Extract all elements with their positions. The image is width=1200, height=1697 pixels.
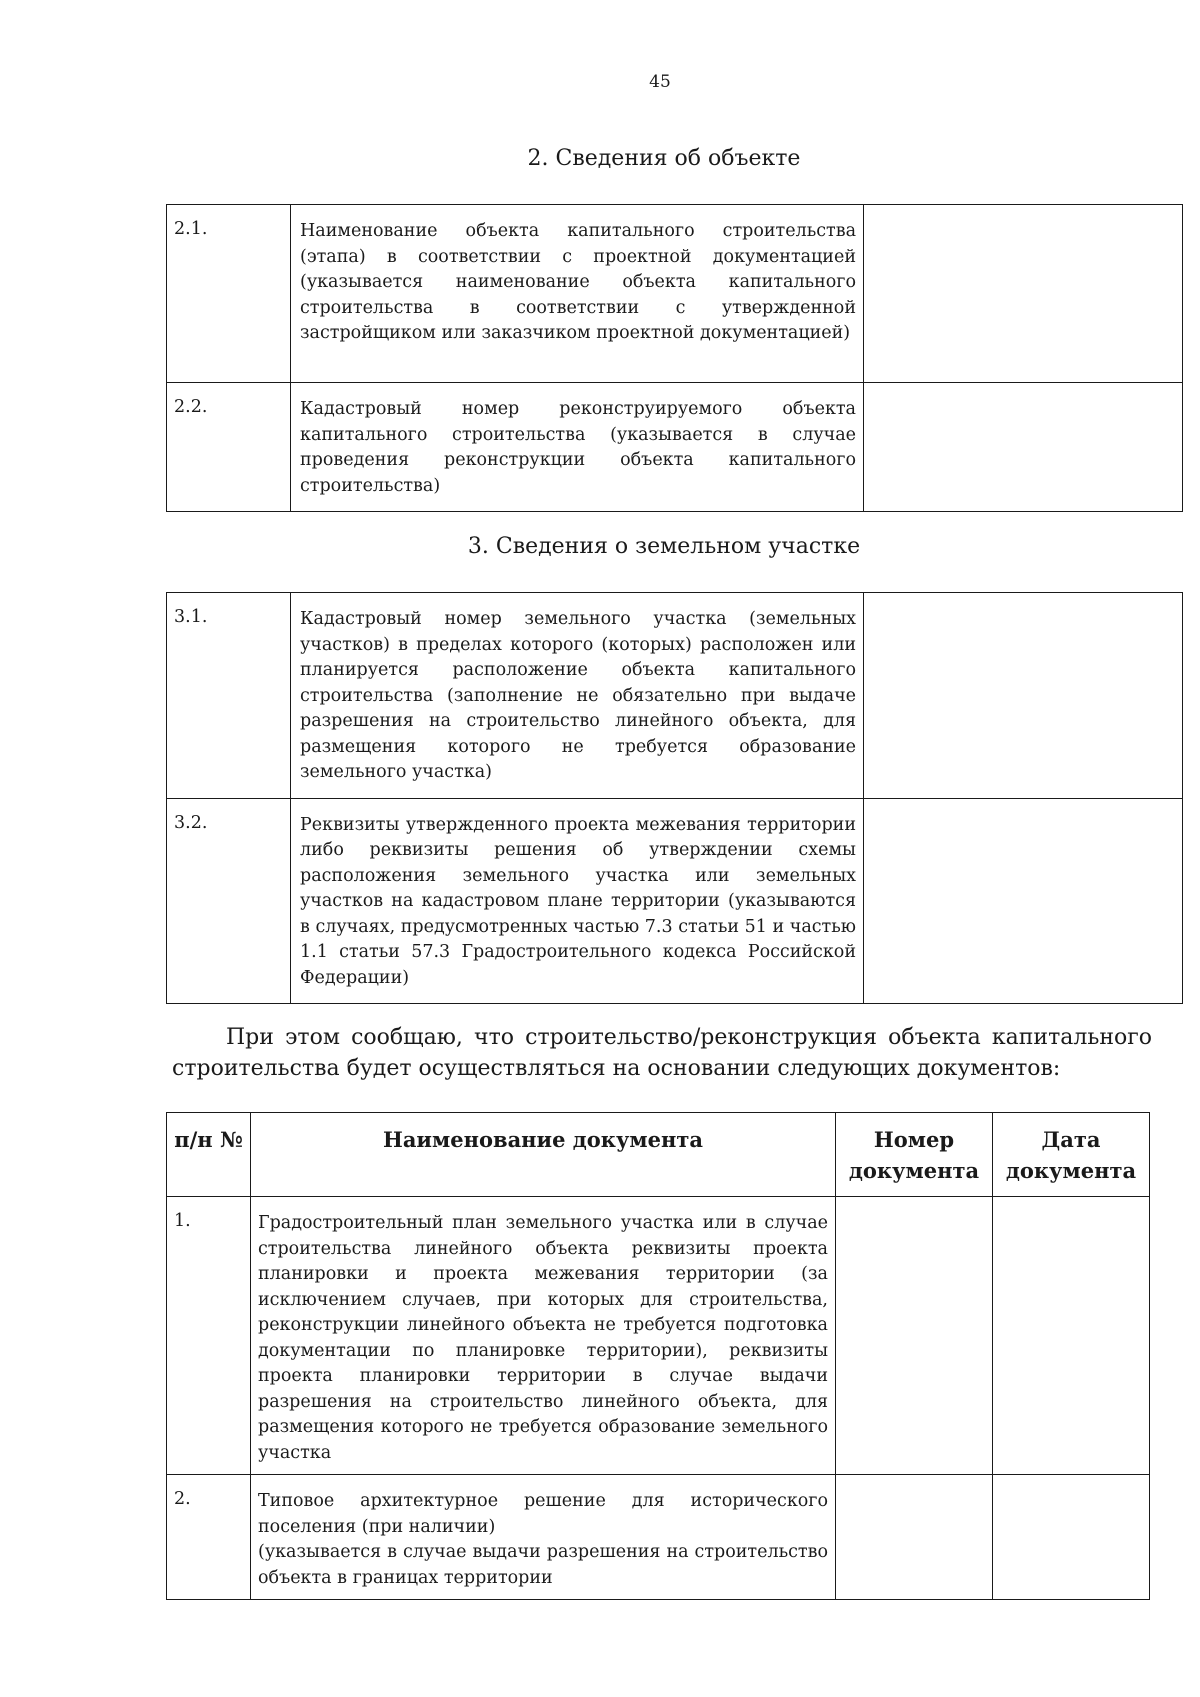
row-number: 2. xyxy=(167,1475,251,1600)
column-header-number: Номер документа xyxy=(836,1113,993,1197)
table-row xyxy=(167,1197,1150,1475)
row-description: Кадастровый номер реконструируемого объекта капитального строительства (указывается в случае проведения реконструкции объекта капитального строительства) xyxy=(291,383,864,512)
row-value-field[interactable] xyxy=(864,798,1183,1004)
land-plot-table xyxy=(166,592,1183,1004)
table-row xyxy=(167,205,1183,383)
row-description: Наименование объекта капитального строительства (этапа) в соответствии с проектной документацией (указывается наименование объекта капитального строительства в соответствии с утвержденной застройщиком или заказчиком проектной документацией) xyxy=(291,205,864,383)
section-2-title: 2. Сведения об объекте xyxy=(527,146,801,171)
row-value-field[interactable] xyxy=(864,205,1183,383)
row-description: Кадастровый номер земельного участка (земельных участков) в пределах которого (которых) расположен или планируется расположение объекта капитального строительства (заполнение не обязательно при выдаче разрешения на строительство линейного объекта, для размещения которого не требуется образование земельного участка) xyxy=(291,593,864,799)
row-description xyxy=(251,1197,836,1475)
description-text: Типовое архитектурное решение для исторического поселения (при наличии) xyxy=(258,1491,828,1537)
row-value-field[interactable] xyxy=(864,383,1183,512)
object-info-table xyxy=(166,204,1183,512)
document-date-field[interactable] xyxy=(993,1475,1150,1600)
row-number: 3.1. xyxy=(167,593,291,799)
description-note: (указывается в случае выдачи разрешения на строительство объекта в границах территории xyxy=(258,1542,828,1588)
row-number: 2.2. xyxy=(167,383,291,512)
description-text: Градостроительный план земельного участка или в случае строительства линейного объекта реквизиты проекта планировки и проекта межевания территории (за исключением случаев, при которых для строительства, реконструкции линейного объекта не требуется подготовка документации по планировке территории), реквизиты проекта планировки территории в случае выдачи разрешения на строительство линейного объекта, для размещения которого не требуется образование земельного участка xyxy=(258,1213,828,1463)
column-header-date: Дата документа xyxy=(993,1113,1150,1197)
table-row xyxy=(167,798,1183,1004)
table-row xyxy=(167,1475,1150,1600)
row-description xyxy=(251,1475,836,1600)
header-row xyxy=(167,1113,1150,1197)
row-value-field[interactable] xyxy=(864,593,1183,799)
table-row xyxy=(167,383,1183,512)
intro-paragraph: При этом сообщаю, что строительство/реконструкция объекта капитального строительства будет осуществляться на основании следующих документов: xyxy=(172,1025,1152,1081)
row-number: 3.2. xyxy=(167,798,291,1004)
document-number-field[interactable] xyxy=(836,1475,993,1600)
section-3-title: 3. Сведения о земельном участке xyxy=(467,534,861,559)
documents-table xyxy=(166,1112,1150,1600)
row-number: 1. xyxy=(167,1197,251,1475)
column-header-name: Наименование документа xyxy=(251,1113,836,1197)
document-number-field[interactable] xyxy=(836,1197,993,1475)
column-header-num: п/н № xyxy=(167,1113,251,1197)
row-number: 2.1. xyxy=(167,205,291,383)
table-row xyxy=(167,593,1183,799)
page-number: 45 xyxy=(649,72,671,92)
row-description: Реквизиты утвержденного проекта межевания территории либо реквизиты решения об утверждении схемы расположения земельного участка или земельных участков на кадастровом плане территории (указываются в случаях, предусмотренных частью 7.3 статьи 51 и частью 1.1 статьи 57.3 Градостроительного кодекса Российской Федерации) xyxy=(291,798,864,1004)
document-date-field[interactable] xyxy=(993,1197,1150,1475)
